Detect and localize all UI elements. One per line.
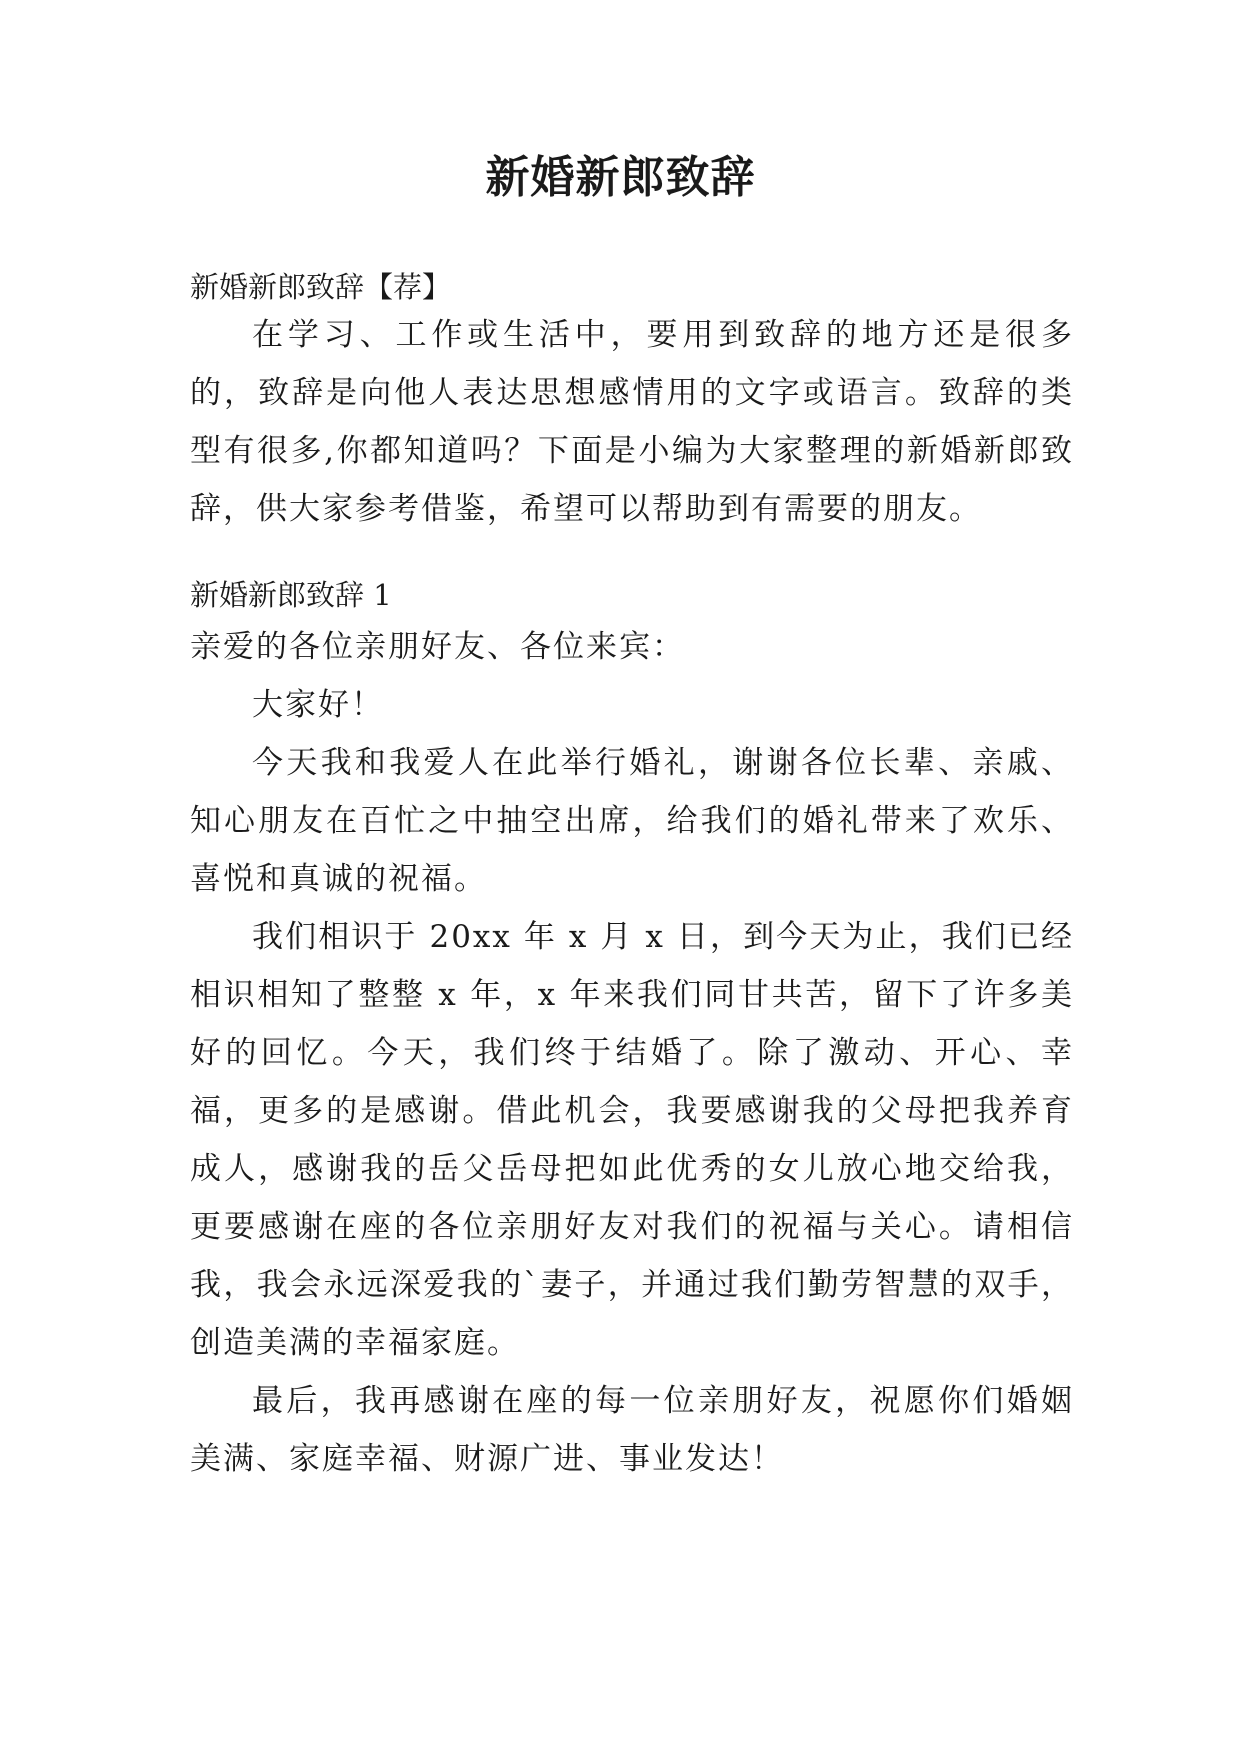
intro-block [190,306,1074,538]
speech-paragraph-2: 我们相识于 20xx 年 x 月 x 日，到今天为止，我们已经相识相知了整整 x 年，x 年来我们同甘共苦，留下了许多美好的回忆。今天，我们终于结婚了。除了激动、开心、幸福，更多的是感谢。借此机会，我要感谢我的父母把我养育成人，感谢我的岳父岳母把如此优秀的女儿放心地交给我，更要感谢在座的各位亲朋好友对我们的祝福与关心。请相信我，我会永远深爱我的`妻子，并通过我们勤劳智慧的双手，创造美满的幸福家庭。 [190,919,1074,1361]
document-subtitle: 新婚新郎致辞【荐】 [190,270,452,304]
intro-paragraph: 在学习、工作或生活中，要用到致辞的地方还是很多的，致辞是向他人表达思想感情用的文字或语言。致辞的类型有很多,你都知道吗？下面是小编为大家整理的新婚新郎致辞，供大家参考借鉴，希望可以帮助到有需要的朋友。 [190,317,1074,527]
speech-paragraph-1: 今天我和我爱人在此举行婚礼，谢谢各位长辈、亲戚、知心朋友在百忙之中抽空出席，给我们的婚礼带来了欢乐、喜悦和真诚的祝福。 [190,745,1074,897]
speech-body [190,618,1074,1488]
section-heading: 新婚新郎致辞 1 [190,578,392,612]
speech-paragraph-3: 最后，我再感谢在座的每一位亲朋好友，祝愿你们婚姻美满、家庭幸福、财源广进、事业发达！ [190,1383,1074,1477]
greeting-line: 大家好！ [252,687,384,723]
salutation-line: 亲爱的各位亲朋好友、各位来宾： [190,629,685,665]
document-title: 新婚新郎致辞 [485,152,756,203]
